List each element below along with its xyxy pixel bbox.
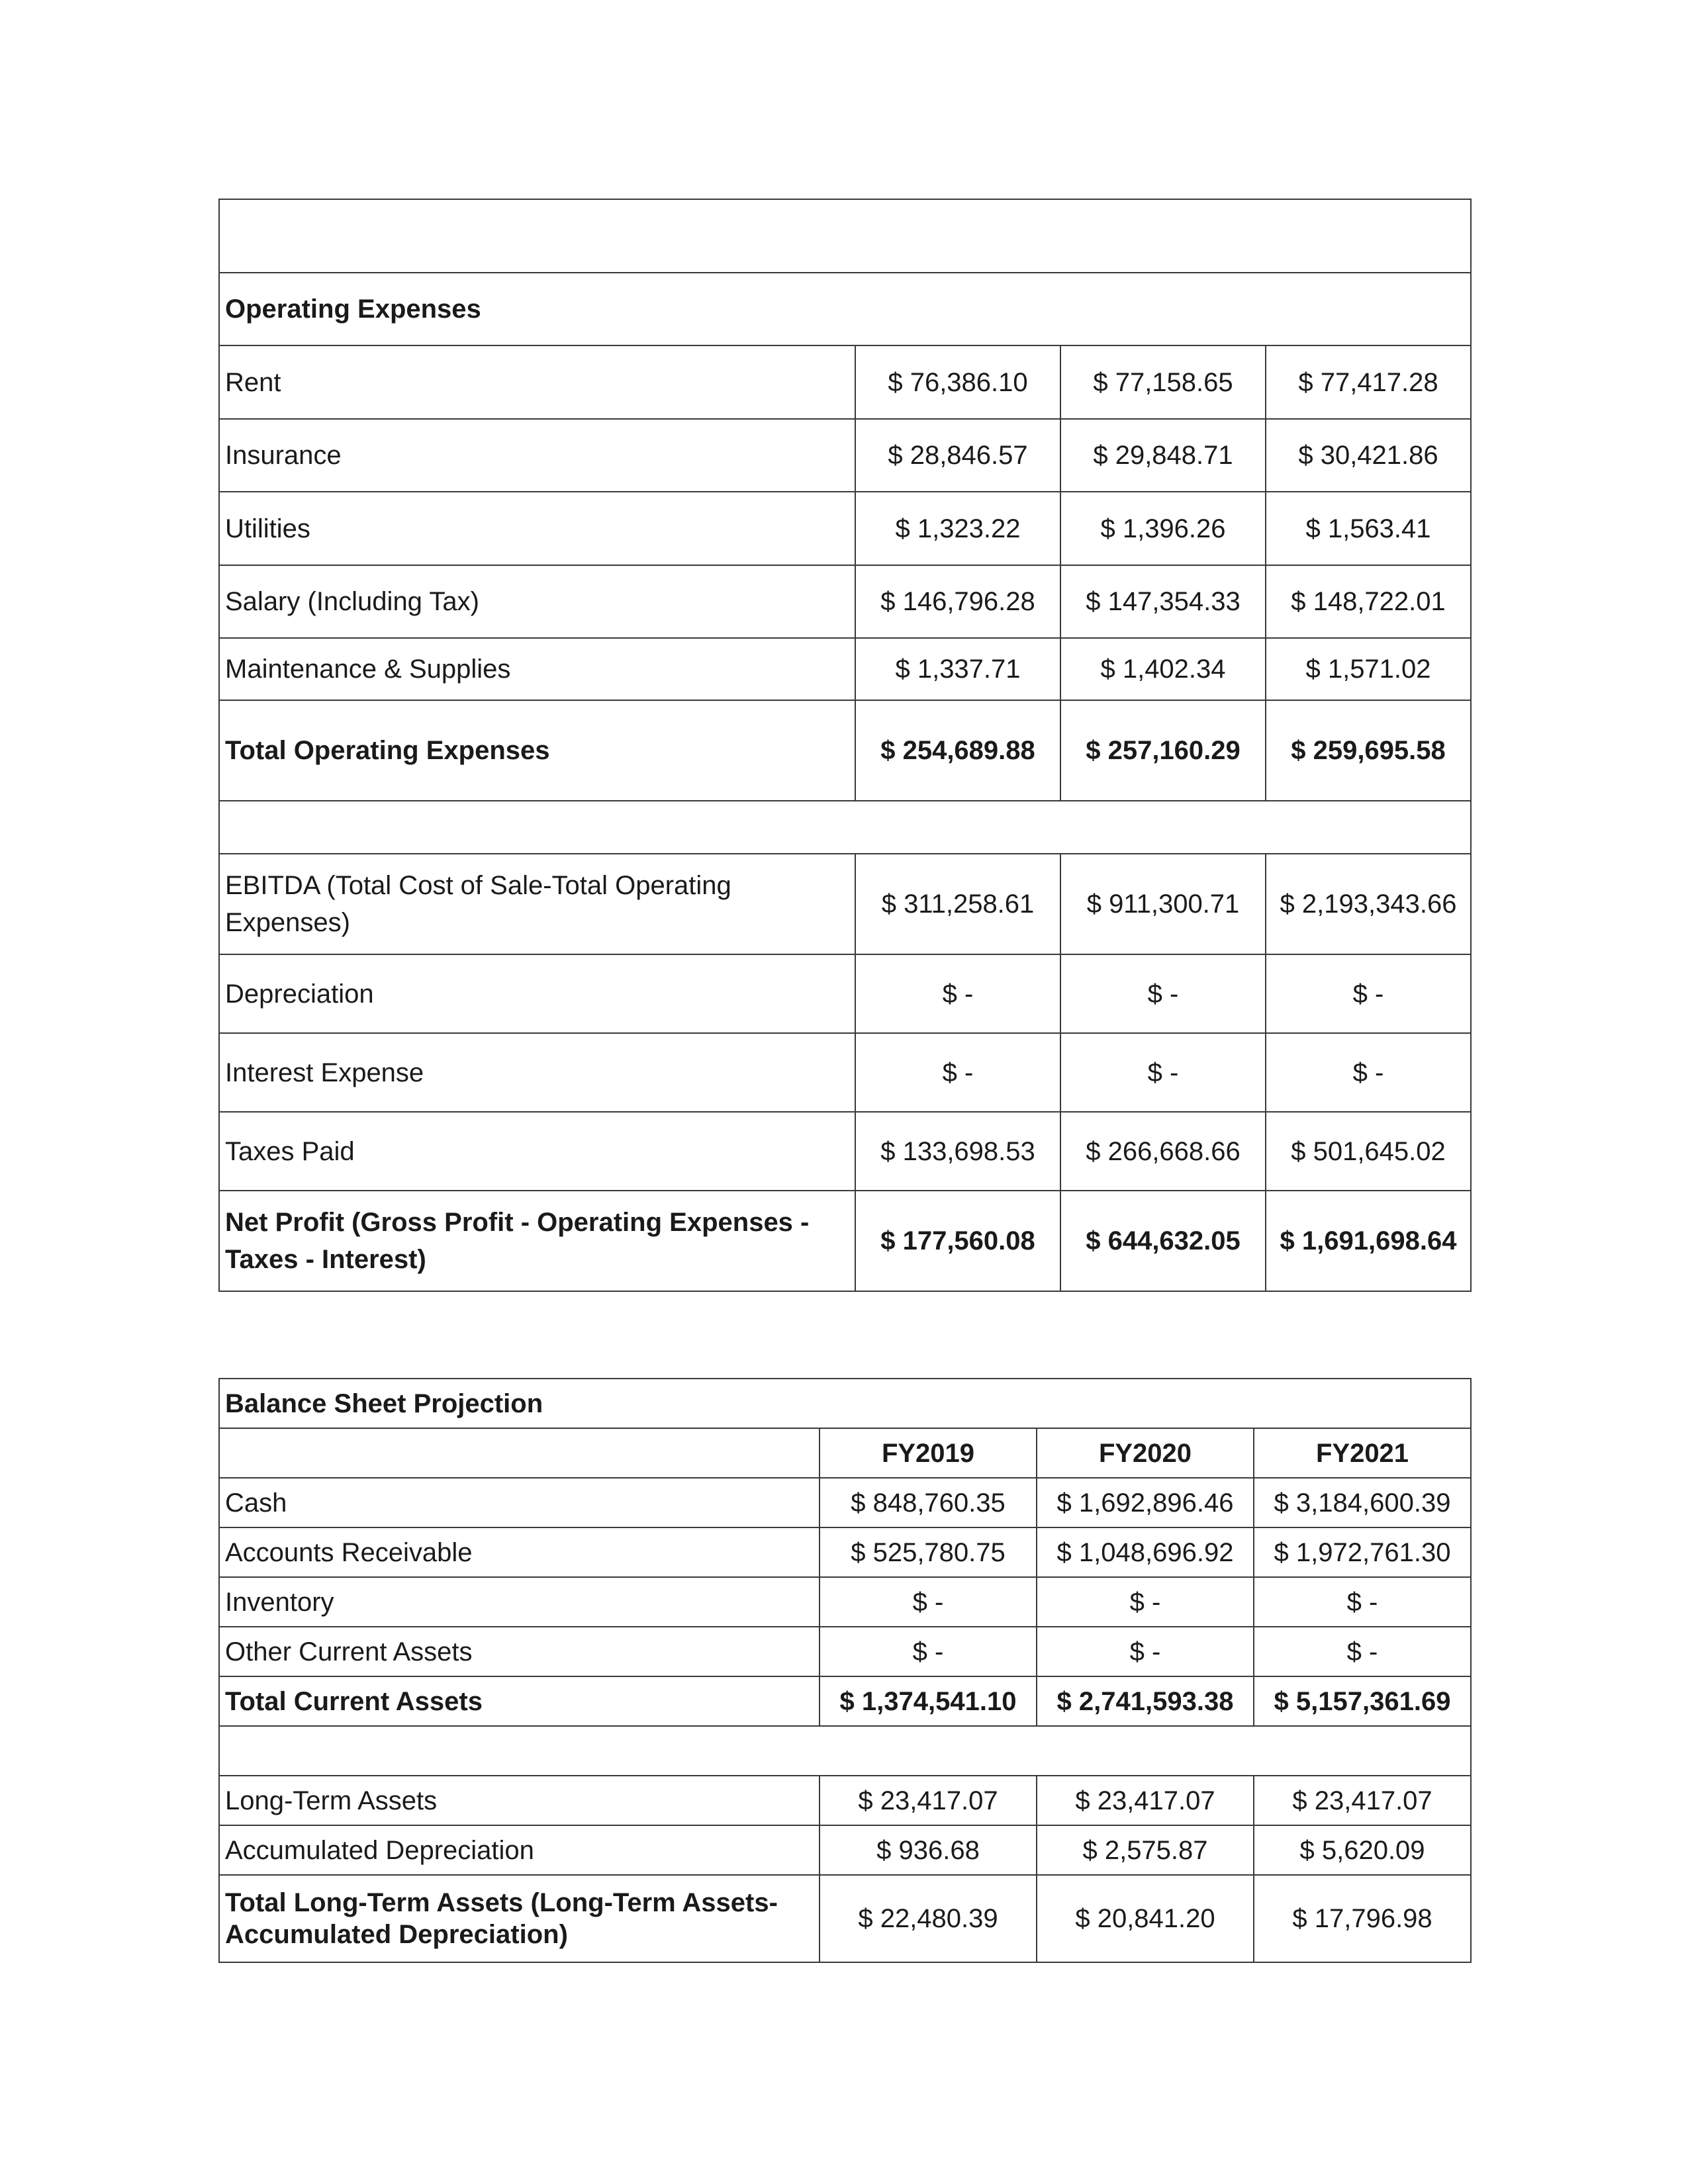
balance-sheet-table: [218, 1378, 1472, 1963]
row-label: Salary (Including Tax): [219, 565, 855, 638]
row-label: Accumulated Depreciation: [219, 1825, 820, 1875]
value-cell: $ 1,571.02: [1266, 638, 1471, 700]
row-label: Accounts Receivable: [219, 1527, 820, 1577]
section-title-row: [219, 1379, 1471, 1428]
value-cell: $ 311,258.61: [855, 854, 1060, 954]
value-cell: $ 501,645.02: [1266, 1112, 1471, 1191]
table-row: [219, 565, 1471, 638]
row-label: Maintenance & Supplies: [219, 638, 855, 700]
total-label: Total Current Assets: [219, 1676, 820, 1726]
value-cell: $ 3,184,600.39: [1254, 1478, 1471, 1527]
table-row: [219, 419, 1471, 492]
value-cell: $ -: [1037, 1577, 1254, 1627]
table-row: [219, 1033, 1471, 1112]
value-cell: $ 911,300.71: [1060, 854, 1266, 954]
section-title: Operating Expenses: [219, 273, 1471, 345]
column-header: FY2019: [820, 1428, 1037, 1478]
table-row: [219, 345, 1471, 419]
row-label: Inventory: [219, 1577, 820, 1627]
table-row: [219, 1527, 1471, 1577]
total-value: $ 1,691,698.64: [1266, 1191, 1471, 1291]
total-value: $ 644,632.05: [1060, 1191, 1266, 1291]
total-value: $ 5,157,361.69: [1254, 1676, 1471, 1726]
row-label: Long-Term Assets: [219, 1776, 820, 1825]
table-row: [219, 1627, 1471, 1676]
blank-cell: [219, 1726, 1471, 1776]
row-label: Depreciation: [219, 954, 855, 1033]
row-label: EBITDA (Total Cost of Sale-Total Operating Expenses): [219, 854, 855, 954]
value-cell: $ 1,972,761.30: [1254, 1527, 1471, 1577]
value-cell: $ 1,337.71: [855, 638, 1060, 700]
table-row: [219, 1825, 1471, 1875]
total-value: $ 259,695.58: [1266, 700, 1471, 801]
value-cell: $ -: [1266, 1033, 1471, 1112]
value-cell: $ -: [1254, 1627, 1471, 1676]
blank-cell: [219, 1428, 820, 1478]
total-value: $ 2,741,593.38: [1037, 1676, 1254, 1726]
value-cell: $ 848,760.35: [820, 1478, 1037, 1527]
total-value: $ 1,374,541.10: [820, 1676, 1037, 1726]
row-label: Cash: [219, 1478, 820, 1527]
total-label: Total Operating Expenses: [219, 700, 855, 801]
value-cell: $ 23,417.07: [1037, 1776, 1254, 1825]
net-profit-label: Net Profit (Gross Profit - Operating Expenses - Taxes - Interest): [219, 1191, 855, 1291]
value-cell: $ -: [1037, 1627, 1254, 1676]
value-cell: $ -: [1060, 954, 1266, 1033]
operating-expenses-table: [218, 199, 1472, 1292]
value-cell: $ 28,846.57: [855, 419, 1060, 492]
total-row: [219, 1676, 1471, 1726]
value-cell: $ 76,386.10: [855, 345, 1060, 419]
value-cell: $ 1,402.34: [1060, 638, 1266, 700]
table-row: [219, 1577, 1471, 1627]
value-cell: $ 266,668.66: [1060, 1112, 1266, 1191]
blank-cell: [219, 199, 1471, 273]
value-cell: $ -: [1266, 954, 1471, 1033]
value-cell: $ -: [1060, 1033, 1266, 1112]
total-value: $ 177,560.08: [855, 1191, 1060, 1291]
value-cell: $ 30,421.86: [1266, 419, 1471, 492]
header-row: [219, 1428, 1471, 1478]
value-cell: $ 2,193,343.66: [1266, 854, 1471, 954]
value-cell: $ 29,848.71: [1060, 419, 1266, 492]
table-row: [219, 492, 1471, 565]
column-header: FY2021: [1254, 1428, 1471, 1478]
table-row: [219, 854, 1471, 954]
row-label: Insurance: [219, 419, 855, 492]
value-cell: $ 133,698.53: [855, 1112, 1060, 1191]
value-cell: $ 22,480.39: [820, 1875, 1037, 1962]
blank-cell: [219, 801, 1471, 854]
value-cell: $ 77,417.28: [1266, 345, 1471, 419]
table-row: [219, 1478, 1471, 1527]
value-cell: $ 1,323.22: [855, 492, 1060, 565]
value-cell: $ 23,417.07: [820, 1776, 1037, 1825]
total-row: [219, 700, 1471, 801]
value-cell: $ -: [855, 954, 1060, 1033]
value-cell: $ -: [820, 1577, 1037, 1627]
value-cell: $ 1,563.41: [1266, 492, 1471, 565]
value-cell: $ -: [855, 1033, 1060, 1112]
value-cell: $ 936.68: [820, 1825, 1037, 1875]
row-label: Interest Expense: [219, 1033, 855, 1112]
table-row: [219, 1112, 1471, 1191]
value-cell: $ -: [1254, 1577, 1471, 1627]
balance-sheet-title: Balance Sheet Projection: [219, 1379, 1471, 1428]
spacer-row: [219, 801, 1471, 854]
value-cell: $ 23,417.07: [1254, 1776, 1471, 1825]
value-cell: $ 1,692,896.46: [1037, 1478, 1254, 1527]
column-header: FY2020: [1037, 1428, 1254, 1478]
total-row: [219, 1875, 1471, 1962]
total-value: $ 254,689.88: [855, 700, 1060, 801]
table-row: [219, 1776, 1471, 1825]
value-cell: $ 148,722.01: [1266, 565, 1471, 638]
row-label: Taxes Paid: [219, 1112, 855, 1191]
value-cell: $ 5,620.09: [1254, 1825, 1471, 1875]
value-cell: $ 525,780.75: [820, 1527, 1037, 1577]
value-cell: $ 146,796.28: [855, 565, 1060, 638]
value-cell: $ -: [820, 1627, 1037, 1676]
value-cell: $ 20,841.20: [1037, 1875, 1254, 1962]
row-label: Utilities: [219, 492, 855, 565]
table-row: [219, 954, 1471, 1033]
blank-header-row: [219, 199, 1471, 273]
total-row: [219, 1191, 1471, 1291]
total-value: $ 257,160.29: [1060, 700, 1266, 801]
value-cell: $ 1,048,696.92: [1037, 1527, 1254, 1577]
spacer-row: [219, 1726, 1471, 1776]
section-title-row: [219, 273, 1471, 345]
value-cell: $ 1,396.26: [1060, 492, 1266, 565]
value-cell: $ 77,158.65: [1060, 345, 1266, 419]
row-label: Rent: [219, 345, 855, 419]
total-label: Total Long-Term Assets (Long-Term Assets-Accumulated Depreciation): [219, 1875, 820, 1962]
value-cell: $ 147,354.33: [1060, 565, 1266, 638]
row-label: Other Current Assets: [219, 1627, 820, 1676]
value-cell: $ 17,796.98: [1254, 1875, 1471, 1962]
value-cell: $ 2,575.87: [1037, 1825, 1254, 1875]
table-row: [219, 638, 1471, 700]
